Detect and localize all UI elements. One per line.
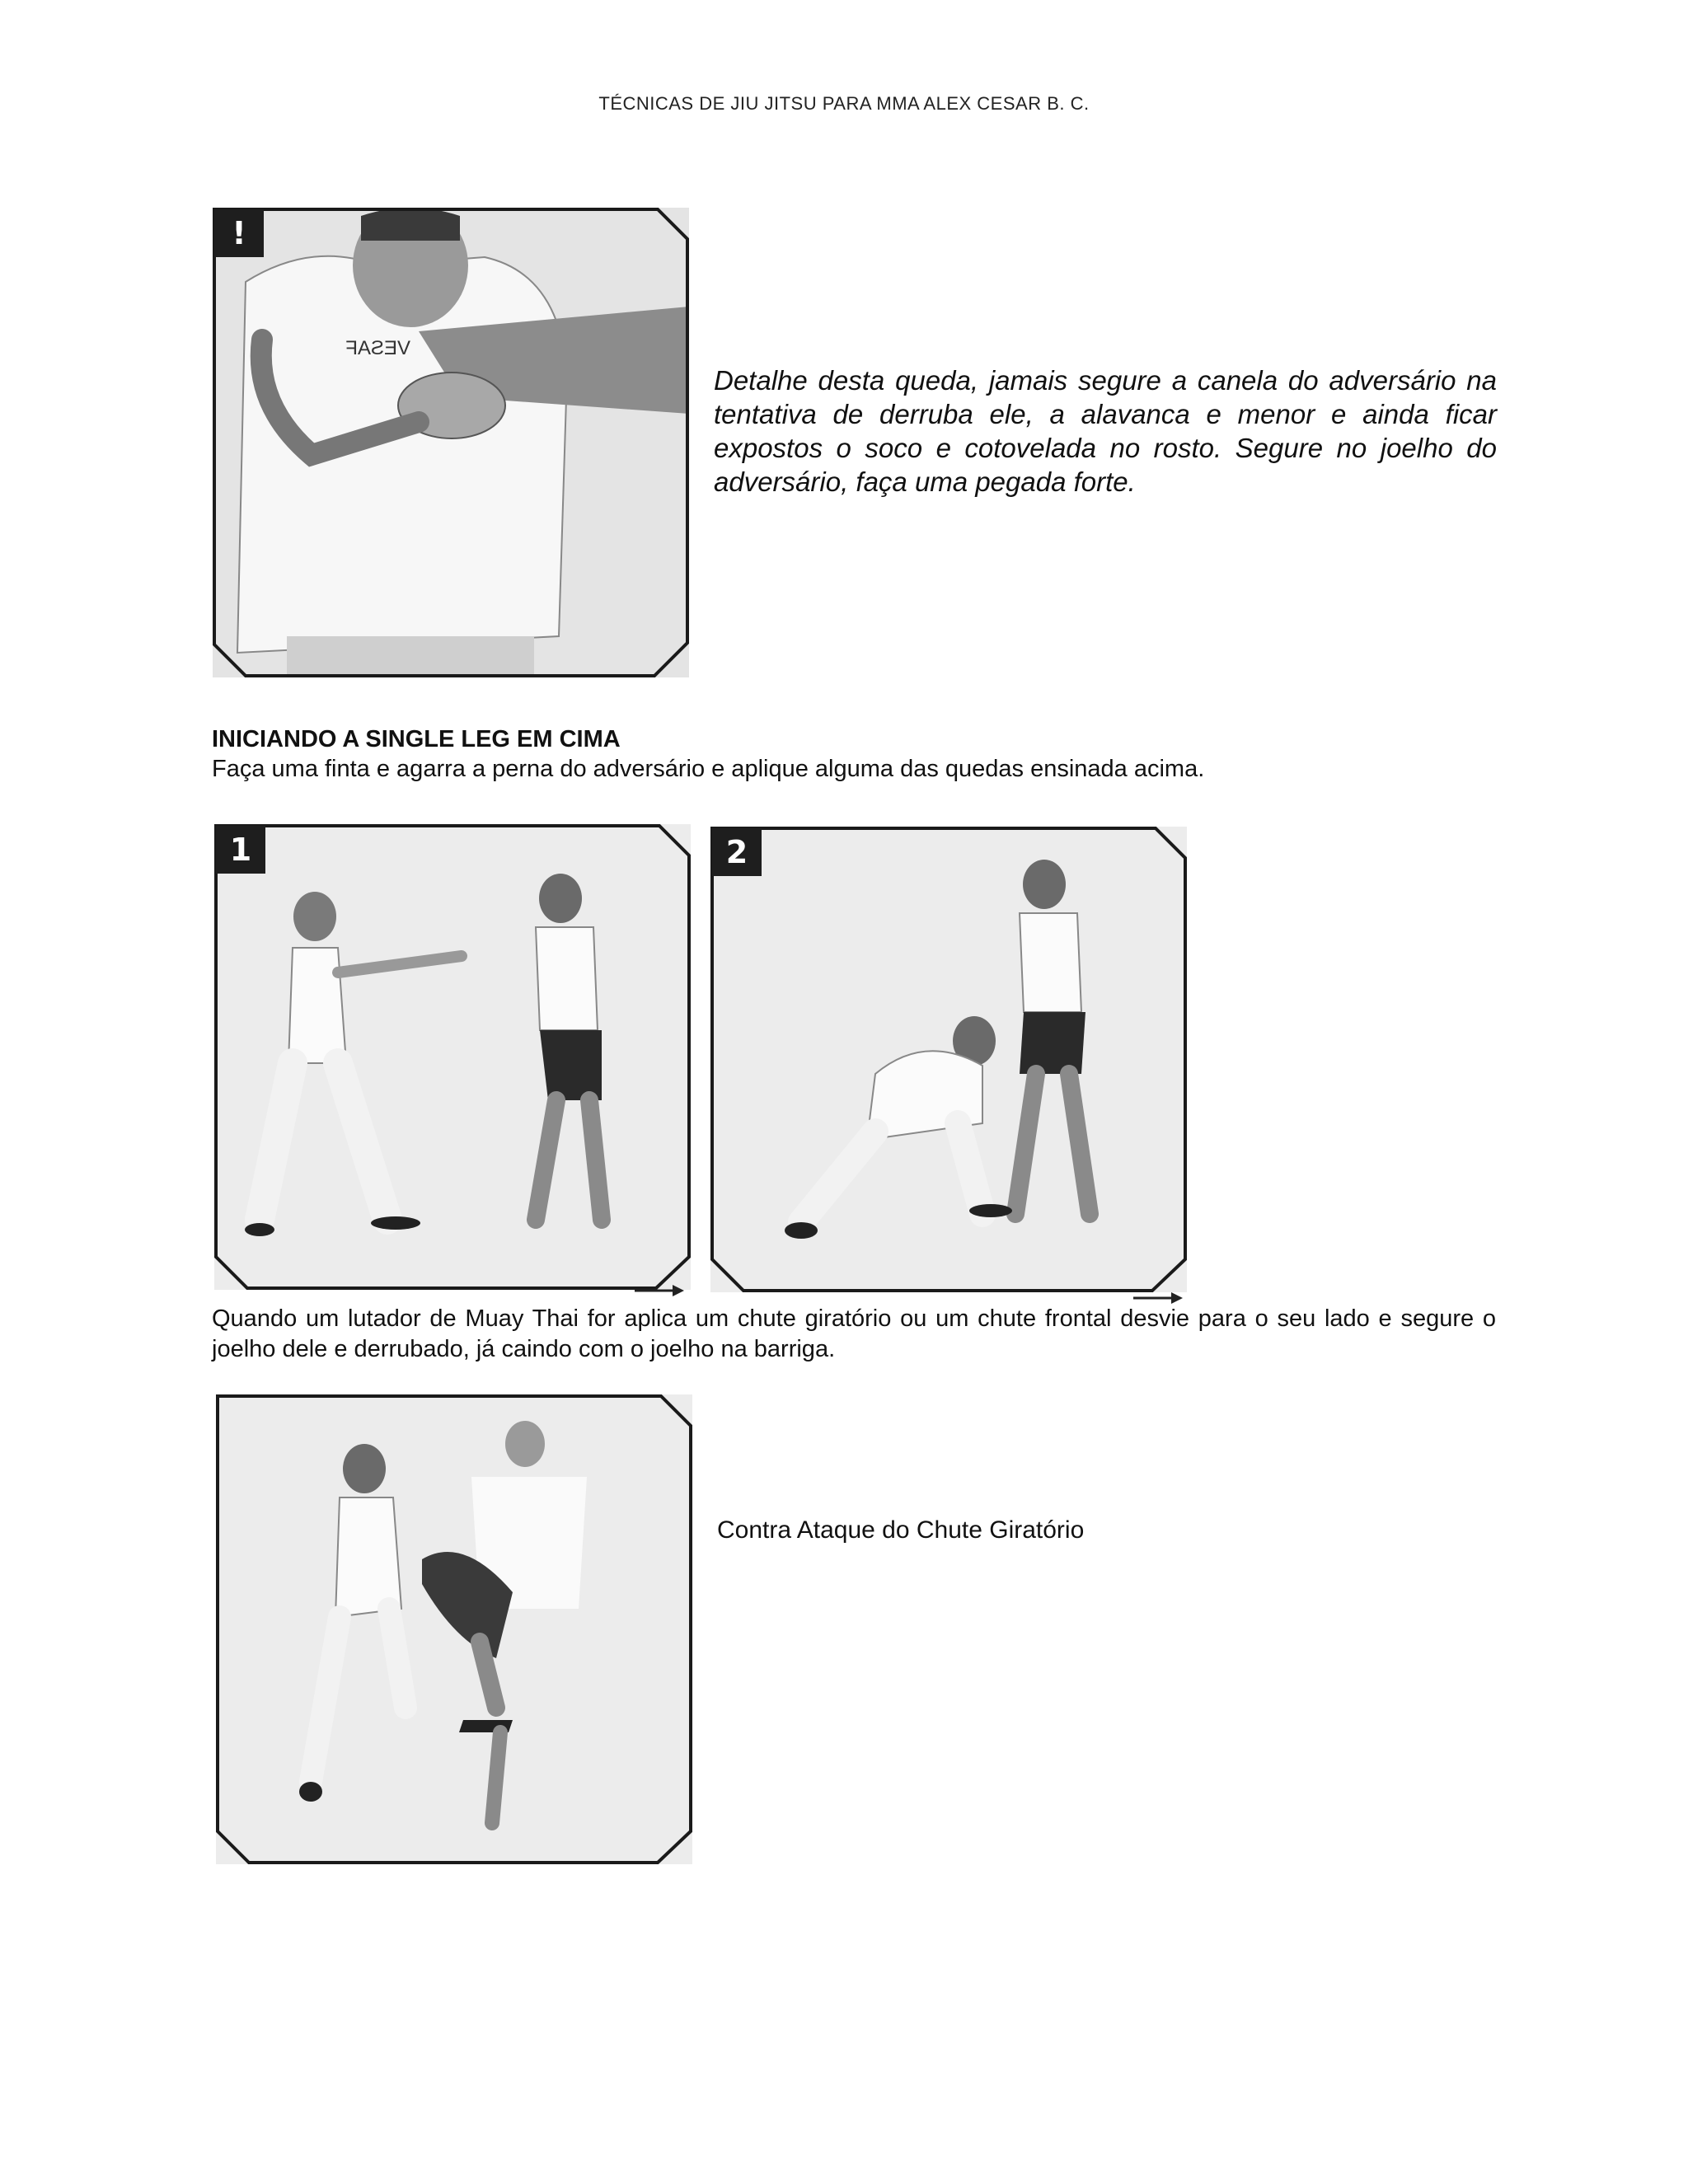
page-header: TÉCNICAS DE JIU JITSU PARA MMA ALEX CESAR B. C.: [598, 93, 1090, 114]
photo-step-1: [214, 824, 691, 1290]
photo-counter-attack: [216, 1394, 692, 1864]
frame-border: [213, 208, 689, 677]
step-2-badge: 2: [712, 828, 762, 876]
frame-border: [710, 827, 1187, 1292]
sequence-arrow-1: [635, 1282, 684, 1299]
frame-border: [214, 824, 691, 1290]
counter-caption: Contra Ataque do Chute Giratório: [717, 1516, 1085, 1544]
counter-paragraph: Quando um lutador de Muay Thai for aplica um chute giratório ou um chute frontal desvie para o seu lado e segure o joelho dele e derrubado, já caindo com o joelho na barriga.: [212, 1305, 1496, 1362]
section-title: INICIANDO A SINGLE LEG EM CIMA: [212, 726, 621, 752]
shirt-print: VESAF: [345, 337, 410, 359]
photo-step-2: [710, 827, 1187, 1292]
photo-grip-detail: [213, 208, 689, 677]
grip-detail-text: Detalhe desta queda, jamais segure a canela do adversário na tentativa de derruba ele, a alavanca e menor e ainda ficar expostos o soco e cotovelada no rosto. Segure no joelho do adversário, faça uma pegada forte.: [714, 365, 1497, 497]
section-description: Faça uma finta e agarra a perna do adversário e aplique alguma das quedas ensinada acima.: [212, 756, 1205, 782]
step-1-badge: 1: [216, 826, 265, 874]
frame-border: [216, 1394, 692, 1864]
figure-badge: !: [214, 209, 264, 257]
